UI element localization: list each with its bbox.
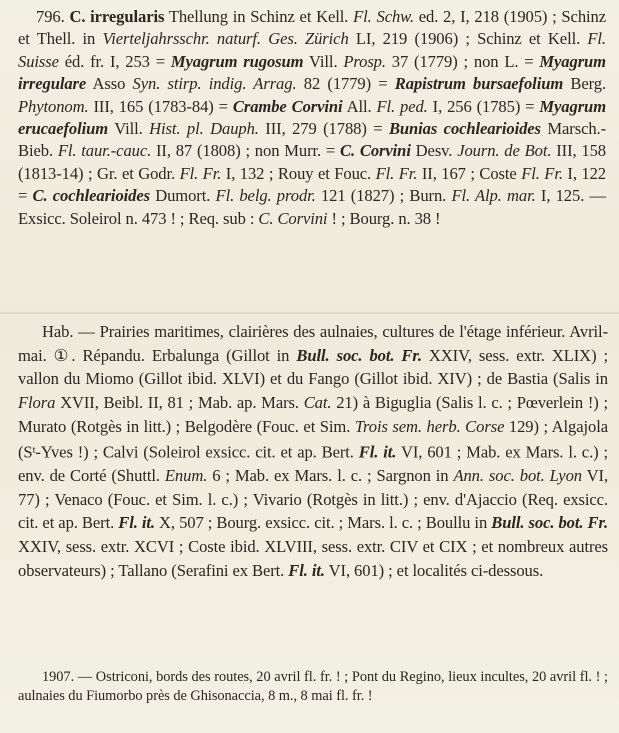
habitat-paragraph	[18, 320, 608, 582]
superscript: t	[32, 444, 36, 456]
citation-title: Fl. it.	[118, 513, 155, 533]
citation-text: Dumort.	[149, 186, 216, 206]
citation-text: I, 256 (1785) =	[427, 96, 540, 116]
citation-title: Bull. soc. bot. Fr.	[491, 513, 608, 533]
citation-title: Syn. stirp. indig. Arrag.	[132, 74, 297, 94]
citation-title: Fl. Fr.	[179, 163, 222, 183]
citation-title: Cat.	[303, 393, 332, 413]
habitat-text: VI, 601 ; Mab. ex Mars. l. c.) ; env. de Corté (Shuttl.	[18, 442, 608, 485]
citation-text: I, 132 ; Rouy et Fouc.	[221, 163, 376, 183]
citation-title: Fl. Alp. mar.	[451, 186, 536, 206]
citation-title: Fl. ped.	[376, 96, 428, 116]
perennial-symbol: ①	[53, 345, 72, 365]
citation-title: Phytonom.	[18, 96, 89, 116]
citation-title: Fl. it.	[288, 560, 325, 580]
citation-text: III, 165 (1783-84) =	[88, 96, 233, 116]
habitat-text: XXIV, sess. extr. XLIX) ; vallon du Miomo (Gillot ibid. XLVI) et du Fango (Gillot ibid. XIV) ; de Bastia (Salis in	[18, 345, 609, 389]
habitat-text: 129) ; Algajola (S	[18, 416, 608, 462]
habitat-text: X, 507 ; Bourg. exsicc. cit. ; Mars. l. c. ; Boullu in	[154, 513, 492, 533]
collection-record-1907	[18, 668, 608, 706]
citation-title: Fl. belg. prodr.	[215, 186, 316, 206]
habitat-text: -Yves !) ; Calvi (Soleirol exsicc. cit. et ap. Bert.	[35, 442, 359, 462]
citation-text: III, 158 (1813-14) ; Gr. et Godr.	[18, 141, 606, 183]
citation-title: Trois sem. herb. Corse	[354, 416, 505, 436]
citation-title: Fl. Schw.	[353, 7, 414, 26]
citation-text: Desv.	[410, 141, 458, 161]
citation-title: Fl. Suisse	[18, 29, 606, 71]
citation-title: Bull. soc. bot. Fr.	[296, 345, 422, 365]
synonym-name: C. Corvini	[340, 141, 411, 161]
citation-text: ed. 2, I, 218 (1905) ; Schinz et Thell. in	[18, 7, 606, 49]
citation-text: I, 122 =	[18, 163, 607, 206]
habitat-text: XVII, Beibl. II, 81 ; Mab. ap. Mars.	[55, 393, 304, 413]
citation-text: Berg.	[563, 74, 606, 94]
citation-text: Vill.	[108, 119, 150, 139]
synonym-name: Myagrum rugosum	[170, 51, 304, 71]
citation-title: Journ. de Bot.	[457, 141, 552, 161]
citation-title: Ann. soc. bot. Lyon	[453, 465, 582, 485]
citation-text: Asso	[86, 74, 133, 94]
citation-text: II, 167 ; Coste	[417, 163, 522, 183]
record-text: 1907. — Ostriconi, bords des routes, 20 avril fl. fr. ! ; Pont du Regino, lieux incultes, 20 avril fl. ! ; aulnaies du Fiumorbo près de Ghisonaccia, 8 m., 8 mai fl. fr. !	[18, 669, 608, 705]
habitat-text: VI, 77) ; Venaco (Fouc. et Sim. l. c.) ; Vivario (Rotgès in litt.) ; env. d'Ajaccio (Req. exsicc. cit. et ap. Bert.	[18, 465, 608, 533]
citation-text: Vill.	[303, 51, 344, 71]
citation-text: All.	[342, 96, 377, 116]
citation-text: I, 125. — Exsicc. Soleirol n. 473 ! ; Req. sub :	[18, 186, 606, 228]
citation-title: Fl. Fr.	[375, 163, 418, 183]
habitat-text: . Répandu. Erbalunga (Gillot in	[71, 345, 297, 365]
species-number: 796.	[36, 7, 65, 26]
synonym-name: Rapistrum bursaefolium	[394, 74, 564, 94]
habitat-text: XXIV, sess. extr. XCVI ; Coste ibid. XLVIII, sess. extr. CIV et CIX ; et nombreux autres observateurs) ; Tallano (Serafini ex Bert.	[18, 536, 608, 580]
citation-title: Flora	[18, 393, 56, 413]
citation-text: III, 279 (1788) =	[258, 119, 389, 139]
habitat-text: 6 ; Mab. ex Mars. l. c. ; Sargnon in	[207, 465, 454, 485]
citation-title: Vierteljahrsschr. naturf. Ges. Zürich	[102, 29, 349, 49]
citation-title: Fl. taur.-cauc.	[57, 141, 152, 161]
citation-title: Fl. it.	[358, 442, 397, 462]
citation-text: 82 (1779) =	[296, 74, 395, 94]
citation-title: C. Corvini	[258, 208, 328, 228]
habitat-text: Hab. — Prairies maritimes, clairières des aulnaies, cultures de l'étage inférieur. Avril-mai.	[18, 322, 608, 365]
citation-text: II, 87 (1808) ; non Murr. =	[151, 141, 341, 161]
synonym-name: Crambe Corvini	[232, 96, 343, 116]
citation-title: Prosp.	[343, 51, 386, 71]
citation-text: ! ; Bourg. n. 38 !	[327, 208, 441, 228]
synonym-name: C. cochlearioides	[32, 186, 150, 206]
citation-text: Thellung in Schinz et Kell.	[164, 7, 354, 26]
habitat-text: VI, 601) ; et localités ci-dessous.	[324, 560, 544, 580]
synonym-name: Myagrum erucaefolium	[18, 96, 606, 139]
citation-text: LI, 219 (1906) ; Schinz et Kell.	[348, 29, 588, 49]
citation-text: 37 (1779) ; non L. =	[385, 51, 540, 71]
page-divider	[0, 312, 619, 314]
citation-text: Marsch.-Bieb.	[18, 119, 606, 161]
species-name: C. irregularis	[69, 7, 165, 26]
citation-text: 121 (1827) ; Burn.	[315, 186, 452, 206]
citation-title: Enum.	[164, 465, 208, 485]
citation-title: Fl. Fr.	[521, 163, 563, 183]
synonym-name: Bunias cochlearioides	[388, 119, 541, 139]
synonymy-paragraph	[18, 6, 606, 230]
citation-title: Hist. pl. Dauph.	[149, 119, 259, 139]
habitat-text: 21) à Biguglia (Salis l. c. ; Pœverlein !) ; Murato (Rotgès in litt.) ; Belgodère (Fouc. et Sim.	[18, 393, 608, 436]
citation-text: éd. fr. I, 253 =	[58, 51, 171, 71]
synonym-name: Myagrum irregulare	[18, 51, 606, 94]
